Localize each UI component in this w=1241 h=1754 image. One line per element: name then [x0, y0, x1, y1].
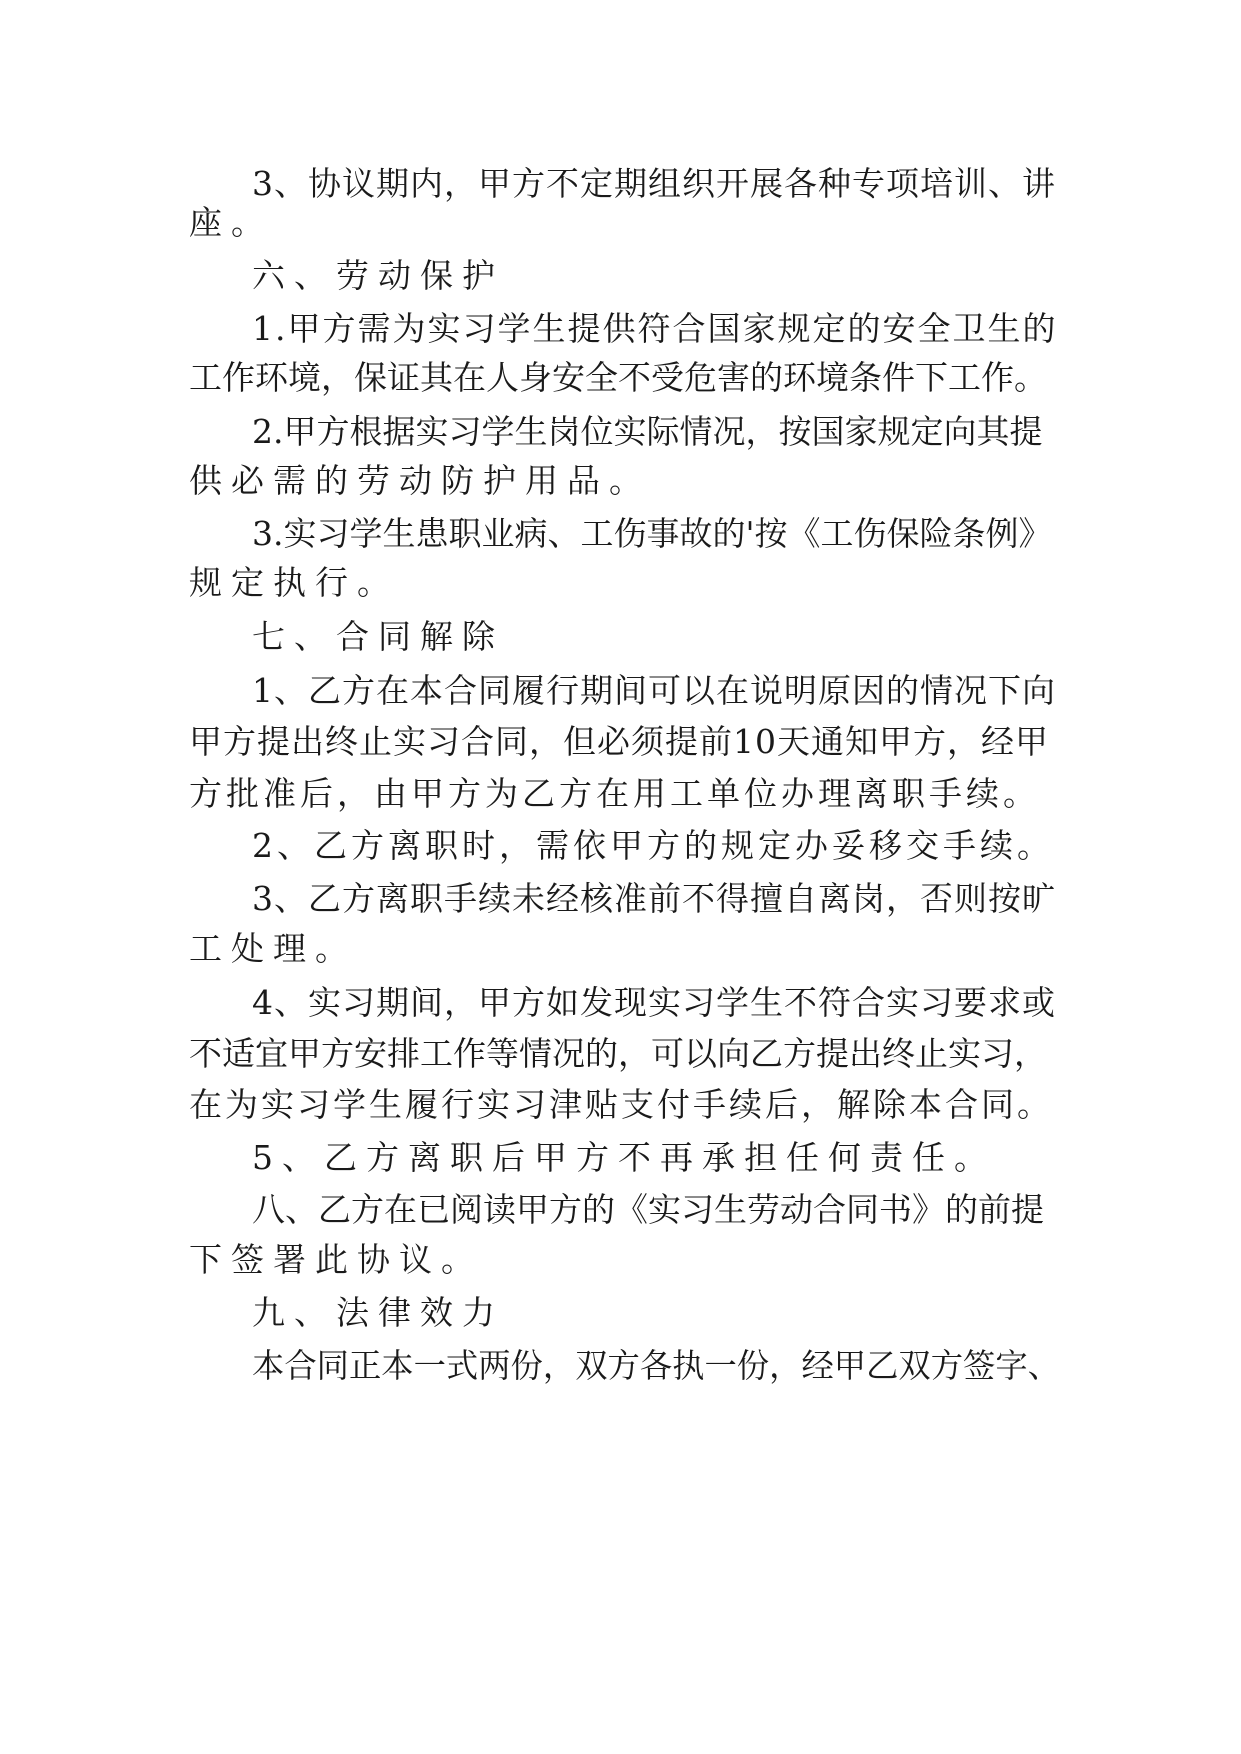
section-9-heading: 九、法律效力: [252, 1293, 504, 1332]
section-6-heading: 六、劳动保护: [252, 256, 504, 295]
clause-6-3-line-1: 3.实习学生患职业病、工伤事故的'按《工伤保险条例》: [252, 514, 1052, 553]
section-9-body-line-1: 本合同正本一式两份，双方各执一份，经甲乙双方签字、: [252, 1346, 1060, 1385]
section-8-line-2: 下签署此协议。: [189, 1240, 483, 1279]
clause-7-5-line-1: 5、乙方离职后甲方不再承担任何责任。: [252, 1138, 996, 1177]
clause-7-4-line-1: 4、实习期间，甲方如发现实习学生不符合实习要求或: [252, 983, 1056, 1022]
clause-6-3-line-2: 规定执行。: [189, 563, 399, 602]
clause-7-4-line-2: 不适宜甲方安排工作等情况的，可以向乙方提出终止实习，: [189, 1034, 1047, 1073]
clause-5-3-line-1: 3、协议期内，甲方不定期组织开展各种专项培训、讲: [252, 164, 1056, 203]
clause-6-1-line-1: 1.甲方需为实习学生提供符合国家规定的安全卫生的: [252, 309, 1058, 348]
clause-7-1-line-2: 甲方提出终止实习合同，但必须提前10天通知甲方，经甲: [189, 722, 1049, 761]
section-8-line-1: 八、乙方在已阅读甲方的《实习生劳动合同书》的前提: [252, 1190, 1044, 1229]
section-7-heading: 七、合同解除: [252, 617, 504, 656]
clause-7-3-line-2: 工处理。: [189, 929, 357, 968]
clause-7-3-line-1: 3、乙方离职手续未经核准前不得擅自离岗，否则按旷: [252, 879, 1056, 918]
clause-7-1-line-3: 方批准后，由甲方为乙方在用工单位办理离职手续。: [189, 774, 1040, 813]
clause-6-2-line-2: 供必需的劳动防护用品。: [189, 461, 651, 500]
clause-6-2-line-1: 2.甲方根据实习学生岗位实际情况，按国家规定向其提: [252, 412, 1043, 451]
clause-7-1-line-1: 1、乙方在本合同履行期间可以在说明原因的情况下向: [252, 671, 1056, 710]
clause-7-4-line-3: 在为实习学生履行实习津贴支付手续后，解除本合同。: [189, 1085, 1053, 1124]
clause-6-1-line-2: 工作环境，保证其在人身安全不受危害的环境条件下工作。: [189, 358, 1047, 397]
clause-7-2-line-1: 2、乙方离职时，需依甲方的规定办妥移交手续。: [252, 826, 1054, 865]
clause-5-3-line-2: 座。: [189, 203, 273, 242]
